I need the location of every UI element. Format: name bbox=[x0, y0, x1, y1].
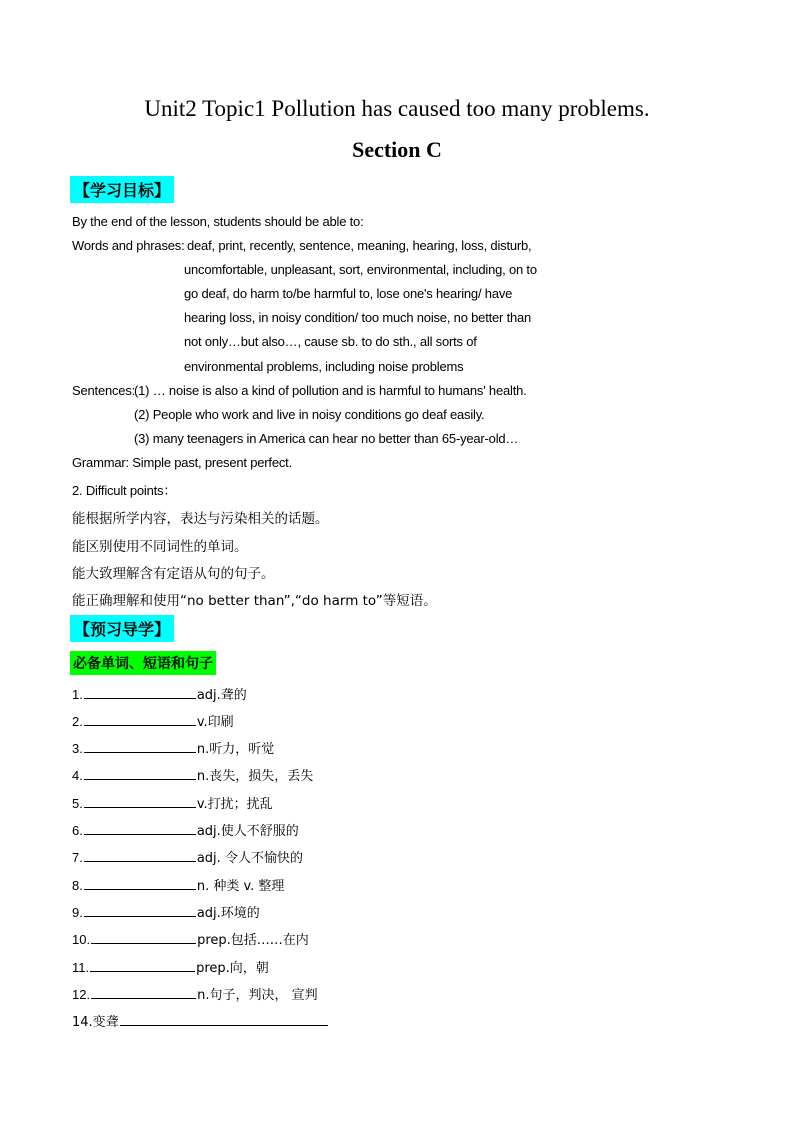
item-number: 11. bbox=[72, 960, 90, 975]
words-line: environmental problems, including noise problems bbox=[184, 359, 464, 374]
item-label: 14.变聋 bbox=[72, 1015, 119, 1030]
item-number: 9. bbox=[72, 905, 83, 920]
vocab-item bbox=[72, 1011, 329, 1030]
vocab-item bbox=[72, 738, 274, 757]
objectives-heading: 【学习目标】 bbox=[70, 176, 174, 203]
words-line: deaf, print, recently, sentence, meaning, hearing, loss, disturb, bbox=[187, 238, 532, 253]
words-label: Words and phrases: bbox=[72, 238, 185, 253]
item-hint: prep.向，朝 bbox=[196, 961, 269, 976]
objectives-intro: By the end of the lesson, students should be able to: bbox=[72, 214, 364, 229]
answer-blank[interactable] bbox=[84, 740, 196, 753]
answer-blank[interactable] bbox=[84, 904, 196, 917]
item-number: 12. bbox=[72, 987, 91, 1002]
difficult-point: 能区别使用不同词性的单词。 bbox=[72, 539, 248, 555]
vocab-item bbox=[72, 793, 273, 812]
grammar-line: Grammar: Simple past, present perfect. bbox=[72, 455, 292, 470]
vocab-item bbox=[72, 929, 309, 948]
item-hint: adj.聋的 bbox=[196, 688, 247, 703]
item-number: 6. bbox=[72, 823, 83, 838]
answer-blank[interactable] bbox=[84, 849, 196, 862]
item-number: 2. bbox=[72, 714, 83, 729]
vocab-item bbox=[72, 902, 260, 921]
answer-blank[interactable] bbox=[84, 686, 196, 699]
answer-blank[interactable] bbox=[84, 767, 196, 780]
item-number: 5. bbox=[72, 796, 83, 811]
item-hint: adj.使人不舒服的 bbox=[196, 824, 299, 839]
document-title: Unit2 Topic1 Pollution has caused too many problems. bbox=[144, 96, 650, 121]
sentence-item: (3) many teenagers in America can hear no better than 65-year-old… bbox=[134, 431, 519, 446]
item-hint: n. 种类 v. 整理 bbox=[196, 879, 285, 894]
vocab-item bbox=[72, 711, 234, 730]
words-line: go deaf, do harm to/be harmful to, lose one's hearing/ have bbox=[184, 286, 513, 301]
item-hint: v.打扰；扰乱 bbox=[196, 797, 273, 812]
item-number: 1. bbox=[72, 687, 83, 702]
item-hint: n.丧失，损失，丢失 bbox=[196, 769, 314, 784]
item-hint: prep.包括……在内 bbox=[197, 933, 309, 948]
vocab-item bbox=[72, 684, 247, 703]
words-line: not only…but also…, cause sb. to do sth., all sorts of bbox=[184, 334, 477, 349]
difficult-point: 能正确理解和使用“no better than”,“do harm to”等短语。 bbox=[72, 593, 437, 609]
answer-blank[interactable] bbox=[120, 1013, 328, 1026]
answer-blank[interactable] bbox=[91, 931, 196, 944]
vocab-item bbox=[72, 875, 284, 894]
sentence-item: (1) … noise is also a kind of pollution and is harmful to humans' health. bbox=[134, 383, 527, 398]
vocab-item bbox=[72, 957, 269, 976]
item-hint: v.印刷 bbox=[196, 715, 234, 730]
answer-blank[interactable] bbox=[90, 959, 195, 972]
words-line: uncomfortable, unpleasant, sort, environmental, including, on to bbox=[184, 262, 537, 277]
item-hint: adj. 令人不愉快的 bbox=[196, 851, 303, 866]
difficult-label: 2. Difficult points： bbox=[72, 483, 177, 498]
words-line: hearing loss, in noisy condition/ too much noise, no better than bbox=[184, 310, 532, 325]
section-title: Section C bbox=[352, 137, 442, 162]
item-hint: adj.环境的 bbox=[196, 906, 260, 921]
preview-subheading: 必备单词、短语和句子 bbox=[70, 651, 216, 675]
difficult-point: 能根据所学内容，表达与污染相关的话题。 bbox=[72, 511, 329, 527]
vocab-item bbox=[72, 847, 303, 866]
vocab-item bbox=[72, 820, 299, 839]
item-number: 8. bbox=[72, 878, 83, 893]
item-hint: n.听力，听觉 bbox=[196, 742, 275, 757]
answer-blank[interactable] bbox=[84, 877, 196, 890]
item-number: 3. bbox=[72, 741, 83, 756]
sentences-label: Sentences: bbox=[72, 383, 136, 398]
difficult-point: 能大致理解含有定语从句的句子。 bbox=[72, 566, 275, 582]
item-number: 7. bbox=[72, 850, 83, 865]
answer-blank[interactable] bbox=[91, 986, 196, 999]
answer-blank[interactable] bbox=[84, 822, 196, 835]
sentence-item: (2) People who work and live in noisy conditions go deaf easily. bbox=[134, 407, 485, 422]
vocab-item bbox=[72, 765, 313, 784]
answer-blank[interactable] bbox=[84, 795, 196, 808]
item-hint: n.句子，判决， 宣判 bbox=[197, 988, 318, 1003]
answer-blank[interactable] bbox=[84, 713, 196, 726]
preview-heading: 【预习导学】 bbox=[70, 615, 174, 642]
item-number: 4. bbox=[72, 768, 83, 783]
vocab-item bbox=[72, 984, 318, 1003]
item-number: 10. bbox=[72, 932, 91, 947]
